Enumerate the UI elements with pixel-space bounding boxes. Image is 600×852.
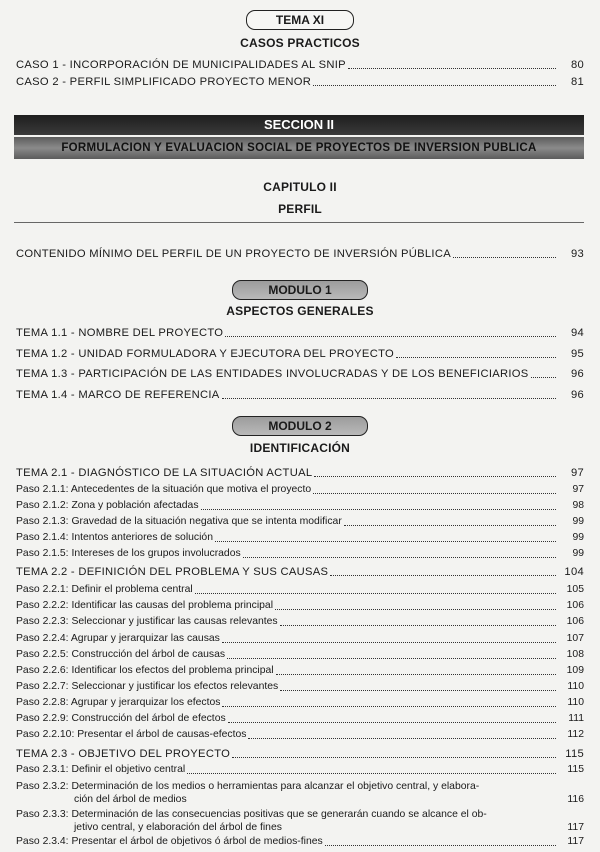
entry-page: 96 <box>570 389 584 401</box>
leader-dots <box>248 738 556 739</box>
entry-label: Paso 2.1.1: Antecedentes de la situación que motiva el proyecto <box>16 484 312 495</box>
entry-label-line1: Paso 2.3.3: Determinación de las consecuencias positivas que se generarán cuando se alcance el ob- <box>16 809 487 820</box>
entry-page: 117 <box>567 822 584 833</box>
entry-label: TEMA 1.2 - UNIDAD FORMULADORA Y EJECUTORA DEL PROYECTO <box>16 348 395 360</box>
entry-label: CASO 2 - PERFIL SIMPLIFICADO PROYECTO MENOR <box>16 76 312 88</box>
entry-label: Paso 2.2.10: Presentar el árbol de causas-efectos <box>16 729 247 740</box>
leader-dots <box>276 674 556 675</box>
toc-entry[interactable] <box>16 366 584 381</box>
entry-label: Paso 2.1.5: Intereses de los grupos involucrados <box>16 548 241 559</box>
toc-entry[interactable] <box>16 762 584 777</box>
perfil-heading: PERFIL <box>278 202 322 216</box>
toc-entry[interactable] <box>16 564 584 579</box>
entry-label: TEMA 1.1 - NOMBRE DEL PROYECTO <box>16 327 224 339</box>
entry-page: 110 <box>567 697 584 708</box>
entry-page: 107 <box>566 633 584 644</box>
entry-label: CONTENIDO MÍNIMO DEL PERFIL DE UN PROYECTO DE INVERSIÓN PÚBLICA <box>16 248 451 260</box>
leader-dots <box>232 757 556 758</box>
toc-entry[interactable] <box>16 631 584 646</box>
entry-label: CASO 1 - INCORPORACIÓN DE MUNICIPALIDADES AL SNIP <box>16 59 346 71</box>
entry-label: TEMA 2.1 - DIAGNÓSTICO DE LA SITUACIÓN ACTUAL <box>16 467 313 479</box>
tema-xi-pill: TEMA XI <box>246 10 354 30</box>
toc-entry-multiline[interactable] <box>16 808 584 834</box>
entry-label: Paso 2.3.1: Definir el objetivo central <box>16 764 186 775</box>
entry-label: Paso 2.2.7: Seleccionar y justificar los efectos relevantes <box>16 681 279 692</box>
leader-dots <box>228 722 556 723</box>
entry-page: 98 <box>572 500 584 511</box>
leader-dots <box>344 525 556 526</box>
toc-entry[interactable] <box>16 530 584 545</box>
toc-entry[interactable] <box>16 546 584 561</box>
entry-label: Paso 2.1.2: Zona y población afectadas <box>16 500 199 511</box>
toc-entry[interactable] <box>16 465 584 480</box>
entry-page: 99 <box>572 516 584 527</box>
leader-dots <box>222 706 556 707</box>
entry-label: Paso 2.2.4: Agrupar y jerarquizar las causas <box>16 633 220 644</box>
entry-page: 112 <box>567 729 584 740</box>
toc-entry[interactable] <box>16 711 584 726</box>
entry-page: 95 <box>570 348 584 360</box>
toc-entry[interactable] <box>16 834 584 849</box>
entry-page: 115 <box>567 764 584 775</box>
leader-dots <box>243 557 556 558</box>
entry-page: 110 <box>567 681 584 692</box>
entry-page: 96 <box>570 368 584 380</box>
entry-page: 99 <box>572 548 584 559</box>
entry-page: 97 <box>572 484 584 495</box>
toc-entry[interactable] <box>16 679 584 694</box>
leader-dots <box>222 642 556 643</box>
toc-entry[interactable] <box>16 74 584 89</box>
entry-page: 117 <box>567 836 584 847</box>
leader-dots <box>313 493 556 494</box>
leader-dots <box>453 257 556 258</box>
toc-entry[interactable] <box>16 482 584 497</box>
toc-entry[interactable] <box>16 695 584 710</box>
entry-page: 116 <box>567 794 584 805</box>
section-rule <box>14 222 584 223</box>
toc-entry[interactable] <box>16 614 584 629</box>
entry-label: TEMA 2.3 - OBJETIVO DEL PROYECTO <box>16 748 231 760</box>
casos-practicos-heading: CASOS PRACTICOS <box>240 36 360 50</box>
entry-label: Paso 2.2.9: Construcción del árbol de efectos <box>16 713 226 724</box>
leader-dots <box>531 377 556 378</box>
aspectos-generales-heading: ASPECTOS GENERALES <box>226 304 374 318</box>
entry-page: 104 <box>564 566 584 578</box>
seccion-title-band: FORMULACION Y EVALUACION SOCIAL DE PROYECTOS DE INVERSION PUBLICA <box>14 137 584 159</box>
leader-dots <box>314 476 556 477</box>
leader-dots <box>313 85 556 86</box>
entry-page: 93 <box>570 248 584 260</box>
toc-entry[interactable] <box>16 727 584 742</box>
entry-label-line1: Paso 2.3.2: Determinación de los medios o herramientas para alcanzar el objetivo central, y elabora- <box>16 781 480 792</box>
toc-entry[interactable] <box>16 346 584 361</box>
toc-entry[interactable] <box>16 663 584 678</box>
entry-label: Paso 2.2.1: Definir el problema central <box>16 584 193 595</box>
entry-page: 80 <box>570 59 584 71</box>
leader-dots <box>348 68 556 69</box>
modulo-2-pill: MODULO 2 <box>232 416 368 436</box>
leader-dots <box>187 773 556 774</box>
modulo-1-pill: MODULO 1 <box>232 280 368 300</box>
entry-label: TEMA 1.4 - MARCO DE REFERENCIA <box>16 389 220 401</box>
toc-entry[interactable] <box>16 598 584 613</box>
entry-label: TEMA 1.3 - PARTICIPACIÓN DE LAS ENTIDADES INVOLUCRADAS Y DE LOS BENEFICIARIOS <box>16 368 529 380</box>
entry-page: 106 <box>566 616 584 627</box>
entry-label-line2: jetivo central, y elaboración del árbol de fines <box>74 822 282 833</box>
entry-label: Paso 2.2.8: Agrupar y jerarquizar los efectos <box>16 697 221 708</box>
leader-dots <box>215 541 556 542</box>
identificacion-heading: IDENTIFICACIÓN <box>249 441 351 455</box>
capitulo-heading: CAPITULO II <box>263 180 337 194</box>
toc-entry-multiline[interactable] <box>16 780 584 806</box>
entry-label: Paso 2.2.5: Construcción del árbol de causas <box>16 649 226 660</box>
toc-entry[interactable] <box>16 325 584 340</box>
leader-dots <box>325 845 556 846</box>
entry-page: 99 <box>572 532 584 543</box>
leader-dots <box>396 357 556 358</box>
toc-entry[interactable] <box>16 746 584 761</box>
entry-page: 109 <box>566 665 584 676</box>
toc-entry[interactable] <box>16 582 584 597</box>
toc-entry[interactable] <box>16 647 584 662</box>
entry-label: Paso 2.3.4: Presentar el árbol de objetivos ó árbol de medios-fines <box>16 836 323 847</box>
entry-label: Paso 2.1.4: Intentos anteriores de solución <box>16 532 213 543</box>
leader-dots <box>225 336 556 337</box>
toc-entry[interactable] <box>16 246 584 261</box>
entry-label: Paso 2.1.3: Gravedad de la situación negativa que se intenta modificar <box>16 516 342 527</box>
entry-page: 108 <box>566 649 584 660</box>
leader-dots <box>222 398 556 399</box>
entry-page: 111 <box>568 713 584 724</box>
entry-page: 81 <box>570 76 584 88</box>
leader-dots <box>227 658 556 659</box>
entry-page: 115 <box>565 748 584 760</box>
leader-dots <box>201 509 556 510</box>
toc-entry[interactable] <box>16 387 584 402</box>
toc-entry[interactable] <box>16 514 584 529</box>
entry-label: Paso 2.2.6: Identificar los efectos del problema principal <box>16 665 274 676</box>
entry-page: 105 <box>566 584 584 595</box>
entry-label: Paso 2.2.3: Seleccionar y justificar las causas relevantes <box>16 616 278 627</box>
entry-label-line2: ción del árbol de medios <box>74 794 187 805</box>
leader-dots <box>195 593 556 594</box>
leader-dots <box>275 609 556 610</box>
entry-label: Paso 2.2.2: Identificar las causas del problema principal <box>16 600 274 611</box>
toc-entry[interactable] <box>16 498 584 513</box>
seccion-band: SECCION II <box>14 115 584 135</box>
entry-label: TEMA 2.2 - DEFINICIÓN DEL PROBLEMA Y SUS CAUSAS <box>16 566 329 578</box>
leader-dots <box>330 575 556 576</box>
entry-page: 94 <box>570 327 584 339</box>
entry-page: 106 <box>566 600 584 611</box>
leader-dots <box>280 625 556 626</box>
leader-dots <box>280 690 556 691</box>
entry-page: 97 <box>570 467 584 479</box>
toc-entry[interactable] <box>16 57 584 72</box>
